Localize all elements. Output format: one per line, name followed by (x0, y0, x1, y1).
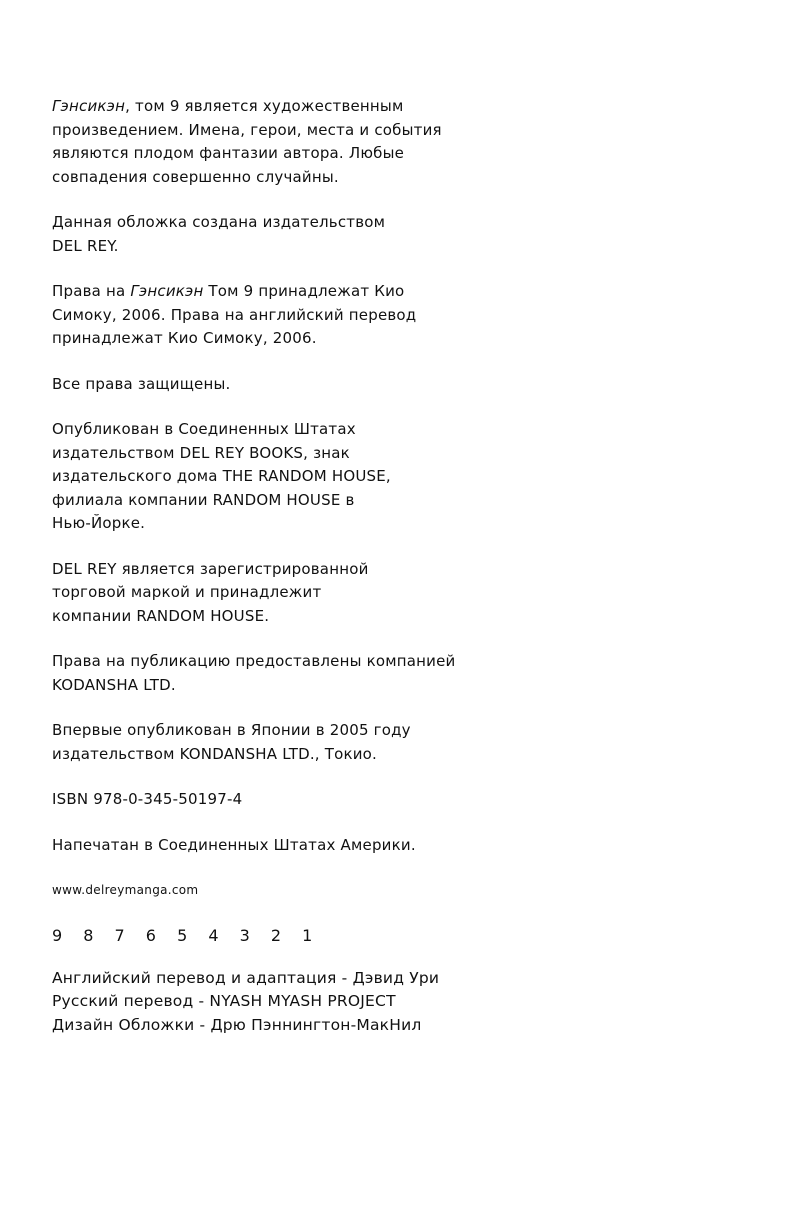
credits-block (52, 967, 772, 1038)
cover-credit-paragraph (52, 211, 772, 258)
trademark-paragraph (52, 558, 772, 629)
isbn-paragraph (52, 788, 772, 812)
text-line: компании RANDOM HOUSE. (52, 606, 270, 625)
text-line: Гэнсикэн, том 9 является художественным (52, 97, 404, 115)
all-rights-reserved (52, 373, 772, 397)
text-line: DEL REY является зарегистрированной (52, 559, 369, 578)
printing-number-line: 9 8 7 6 5 4 3 2 1 (52, 925, 321, 945)
publication-rights-paragraph (52, 650, 772, 697)
text-line: Данная обложка создана издательством (52, 213, 386, 231)
text-line: издательского дома THE RANDOM HOUSE, (52, 467, 391, 485)
text-line: произведением. Имена, герои, места и события (52, 120, 442, 139)
credit-line: Дизайн Обложки - Дрю Пэннингтон-МакНил (52, 1015, 422, 1034)
text-line: Симоку, 2006. Права на английский перевод (52, 305, 417, 324)
website-link: www.delreymanga.com (52, 883, 199, 897)
copyright-page (52, 95, 772, 1037)
text-line: совпадения совершенно случайны. (52, 167, 339, 186)
text-line: Все права защищены. (52, 374, 231, 393)
text-line: Опубликован в Соединенных Штатах (52, 420, 356, 438)
publisher-paragraph (52, 418, 772, 536)
text-line: Впервые опубликован в Японии в 2005 году (52, 721, 411, 739)
isbn: ISBN 978-0-345-50197-4 (52, 790, 243, 808)
book-title: Гэнсикэн (52, 97, 126, 115)
text-line: Права на публикацию предоставлены компанией (52, 652, 456, 670)
text-line: Напечатан в Соединенных Штатах Америки. (52, 835, 416, 854)
text-line: Нью-Йорке. (52, 514, 146, 532)
credit-line: Английский перевод и адаптация - Дэвид Ури (52, 968, 440, 987)
text-line: издательством KONDANSHA LTD., Токио. (52, 744, 378, 763)
text-line: являются плодом фантазии автора. Любые (52, 144, 405, 162)
text-line: принадлежат Кио Симоку, 2006. (52, 329, 317, 347)
credit-line: Русский перевод - NYASH MYASH PROJECT (52, 992, 396, 1010)
text-line: издательством DEL REY BOOKS, знак (52, 443, 350, 462)
disclaimer-paragraph (52, 95, 772, 189)
first-published-paragraph (52, 719, 772, 766)
text-line: Права на Гэнсикэн Том 9 принадлежат Кио (52, 282, 405, 300)
book-title: Гэнсикэн (130, 282, 204, 300)
text-line: филиала компании RANDOM HOUSE в (52, 490, 355, 509)
text-line: KODANSHA LTD. (52, 675, 176, 694)
text-line: торговой маркой и принадлежит (52, 583, 322, 601)
rights-paragraph (52, 280, 772, 351)
printed-in-paragraph (52, 834, 772, 858)
text-line: DEL REY. (52, 236, 119, 255)
